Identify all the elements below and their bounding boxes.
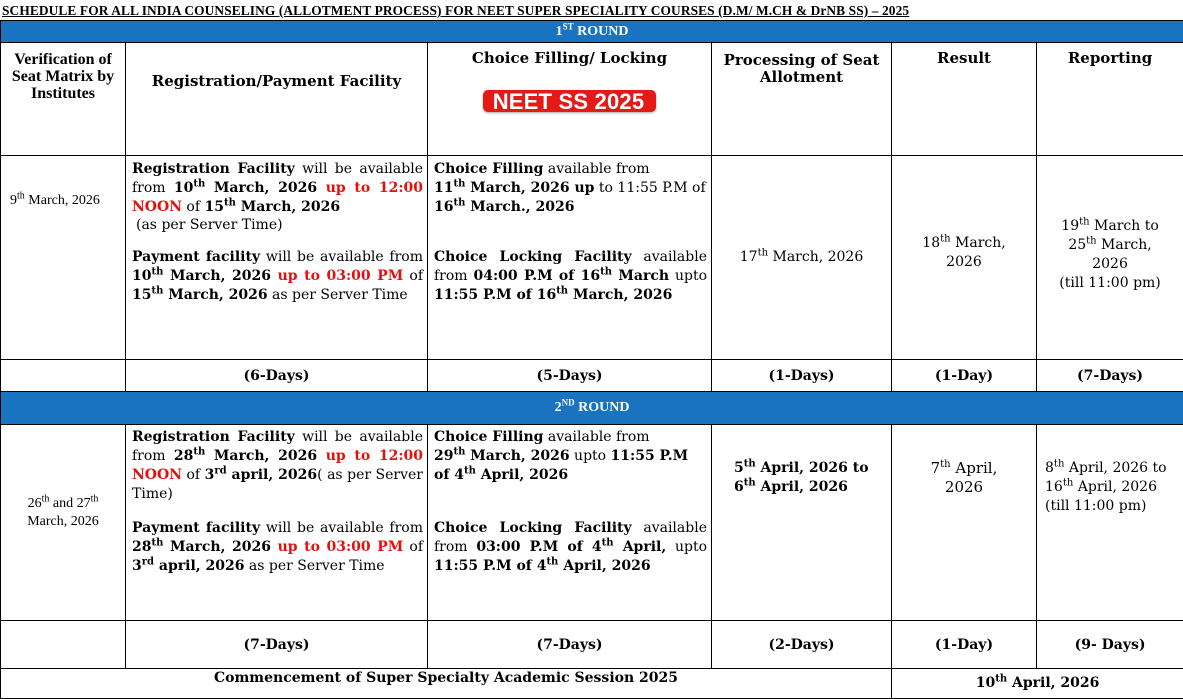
- header-verification-text: Verification of Seat Matrix by Institutes: [1, 43, 125, 102]
- r2-verification-month: March, 2026: [27, 514, 99, 529]
- r1-reg-date1-sup: th: [193, 178, 205, 189]
- r1-reporting-year: 2026: [1092, 256, 1128, 272]
- r2-choice-cell: [428, 425, 712, 621]
- r2-pay-label: Payment facility: [132, 520, 260, 536]
- header-processing-text: Processing of Seat Allotment: [712, 43, 891, 86]
- r1-registration-cell: [126, 156, 428, 360]
- r1-pay-date2-sup: th: [151, 285, 163, 296]
- r2-choice-fill-date2: 11:55 P.M of 4: [434, 448, 688, 483]
- r2-pay-date2-rest: april, 2026: [154, 558, 244, 574]
- r2-reg-date2-sup: rd: [214, 465, 226, 476]
- r1-choice-lock-to-rest: March, 2026: [568, 287, 672, 303]
- r1-days-result: (1-Day): [892, 360, 1037, 392]
- r1-reporting-cell: [1037, 156, 1183, 360]
- r1-reg-server: (as per Server Time): [132, 217, 423, 233]
- r2-processing-sup2: th: [744, 477, 756, 488]
- r1-reg-date2-sup: th: [224, 197, 236, 208]
- r1-choice-lock-to-sup: th: [556, 285, 568, 296]
- r1-reg-date2: 15: [205, 199, 224, 215]
- r1-choice-fill-date2: 16: [434, 199, 453, 215]
- r2-reg-date1-sup: th: [193, 446, 205, 457]
- r2-choice-fill-date1: 29: [434, 448, 453, 464]
- r2-reporting-month: April, 2026: [1073, 479, 1157, 495]
- r2-processing-day1: 5: [734, 460, 744, 476]
- r1-choice-fill-date2-rest: March., 2026: [465, 199, 574, 215]
- r1-reg-text1: will be available from: [132, 161, 423, 196]
- r2-choice-p1: [428, 425, 711, 485]
- r1-choice-fill-text: available from: [543, 161, 649, 177]
- r2-choice-lock-to-rest: April, 2026: [558, 558, 650, 574]
- r2-registration-cell: [126, 425, 428, 621]
- r2-choice-lock-to-sup: th: [546, 556, 558, 567]
- r2-choice-lock-from-rest: April,: [614, 539, 667, 555]
- r1-days-empty: [1, 360, 126, 392]
- r1-choice-fill-date1-rest: March, 2026 up: [465, 180, 594, 196]
- r1-choice-lock-upto: upto: [669, 268, 707, 284]
- r2-verification-sup1: th: [42, 493, 50, 504]
- r2-pay-date1-sup: th: [151, 537, 163, 548]
- r2-reporting-till: (till 11:00 pm): [1045, 498, 1146, 514]
- r1-pay-date1-rest: March, 2026: [163, 268, 271, 284]
- r1-pay-label: Payment facility: [132, 249, 260, 265]
- r1-reporting-month: March,: [1097, 237, 1152, 253]
- r1-choice-lock-from-sup: th: [600, 266, 612, 277]
- r1-result-day: 18: [922, 235, 940, 251]
- r1-result-rest: March,: [951, 235, 1006, 251]
- r2-reporting-sup1: th: [1054, 458, 1064, 469]
- r1-pay-text1: will be available from: [260, 249, 423, 265]
- r1-verification-cell: [1, 156, 126, 360]
- r1-choice-p2: [428, 217, 711, 305]
- r1-pay-date2: 15: [132, 287, 151, 303]
- r1-days-processing: (1-Days): [712, 360, 892, 392]
- neet-ss-badge: NEET SS 2025: [483, 90, 657, 112]
- r2-choice-fill-upto: upto: [570, 448, 611, 464]
- header-reporting-text: Reporting: [1037, 43, 1183, 67]
- commencement-label: Commencement of Super Specialty Academic Session 2025: [1, 669, 892, 699]
- r1-days-reporting: (7-Days): [1037, 360, 1183, 392]
- r2-verification-sup2: th: [91, 493, 99, 504]
- r2-verification-cell: [1, 425, 126, 621]
- r1-verification-rest: March, 2026: [25, 193, 100, 208]
- round-1-sup: ST: [563, 21, 574, 31]
- schedule-table: [0, 20, 1183, 699]
- r2-pay-date1: 28: [132, 539, 151, 555]
- r1-verification-sup: th: [17, 190, 25, 201]
- r2-registration-p2: [126, 504, 427, 576]
- r1-processing-day: 17: [740, 249, 758, 265]
- r1-reg-date1-rest: March, 2026: [205, 180, 317, 196]
- round-1-word: ROUND: [577, 24, 628, 39]
- commencement-sup: th: [995, 673, 1007, 684]
- r2-reg-red: up to 12:00 NOON: [132, 448, 423, 483]
- r1-choice-fill-label: Choice Filling: [434, 161, 543, 177]
- r2-days-reporting: (9- Days): [1037, 621, 1183, 669]
- r1-pay-server: as per Server Time: [268, 287, 408, 303]
- r2-days-result: (1-Day): [892, 621, 1037, 669]
- r1-pay-of: of: [403, 268, 423, 284]
- r1-reg-of: of: [182, 199, 205, 215]
- r2-reg-date1: 28: [174, 448, 193, 464]
- page-title: SCHEDULE FOR ALL INDIA COUNSELING (ALLOTMENT PROCESS) FOR NEET SUPER SPECIALITY COURSES (D.M/ M.CH & DrNB SS) – 2025: [0, 3, 1183, 20]
- r1-verification-date: 9: [10, 193, 17, 208]
- r2-pay-date2-sup: rd: [142, 556, 154, 567]
- r1-days-registration: (6-Days): [126, 360, 428, 392]
- r2-choice-lock-label: Choice Locking Facility: [434, 520, 632, 536]
- r1-reporting-day1: 19: [1061, 218, 1079, 234]
- r1-choice-fill-date1: 11: [434, 180, 453, 196]
- r2-days-choice: (7-Days): [428, 621, 712, 669]
- r1-reporting-till: (till 11:00 pm): [1059, 275, 1160, 291]
- r2-days-processing: (2-Days): [712, 621, 892, 669]
- r2-reporting-day2: 16: [1045, 479, 1063, 495]
- r1-choice-lock-to: 11:55 P.M of 16: [434, 287, 556, 303]
- r2-pay-red: up to 03:00 PM: [271, 539, 403, 555]
- r2-processing-to: April, 2026 to: [756, 460, 869, 476]
- round-1-num: 1: [556, 24, 563, 39]
- r2-choice-fill-date1-sup: th: [453, 446, 465, 457]
- r2-pay-text1: will be available from: [260, 520, 423, 536]
- r2-result-year: 2026: [945, 478, 983, 496]
- commencement-day: 10: [976, 675, 995, 691]
- r2-result-sup: th: [940, 459, 950, 470]
- r1-pay-date2-rest: March, 2026: [163, 287, 267, 303]
- r1-choice-lock-label: Choice Locking Facility: [434, 249, 632, 265]
- r2-reporting-sup2: th: [1063, 477, 1073, 488]
- r1-result-cell: [892, 156, 1037, 360]
- r1-processing-rest: March, 2026: [768, 249, 863, 265]
- r1-days-choice: (5-Days): [428, 360, 712, 392]
- r2-result-day: 7: [931, 459, 941, 477]
- r2-reg-label: Registration Facility: [132, 429, 295, 445]
- r2-reg-server: ( as per Server Time): [132, 467, 423, 502]
- r2-verification-day1: 26: [28, 496, 42, 511]
- r1-reg-label: Registration Facility: [132, 161, 295, 177]
- r1-choice-fill-to: to 11:55 P.M of: [594, 180, 705, 196]
- r2-choice-fill-text: available from: [543, 429, 649, 445]
- r2-processing-rest: April, 2026: [756, 479, 848, 495]
- r1-pay-red: up to 03:00 PM: [271, 268, 403, 284]
- r2-reporting-cell: [1037, 425, 1183, 621]
- r2-reg-text1: will be available from: [132, 429, 423, 464]
- header-choice: [428, 43, 712, 156]
- commencement-rest: April, 2026: [1007, 675, 1099, 691]
- r2-choice-lock-upto: upto: [666, 539, 707, 555]
- r1-choice-lock-text: available from: [434, 249, 707, 284]
- r1-choice-lock-from: 04:00 P.M of 16: [474, 268, 601, 284]
- r1-pay-date1: 10: [132, 268, 151, 284]
- r1-choice-cell: [428, 156, 712, 360]
- r2-reg-date2-rest: april, 2026: [227, 467, 318, 483]
- r2-choice-fill-date1-rest: March, 2026: [465, 448, 569, 464]
- r1-choice-lock-from-rest: March: [612, 268, 669, 284]
- header-result-text: Result: [892, 43, 1036, 67]
- r2-days-registration: (7-Days): [126, 621, 428, 669]
- r1-reg-date2-rest: March, 2026: [236, 199, 340, 215]
- commencement-date-cell: [892, 669, 1183, 699]
- r1-reg-red: up to 12:00 NOON: [132, 180, 423, 215]
- header-choice-text: Choice Filling/ Locking: [428, 43, 711, 67]
- r2-processing-sup1: th: [744, 458, 756, 469]
- r2-choice-fill-date2-rest: April, 2026: [476, 467, 568, 483]
- r1-registration-p2: [126, 233, 427, 305]
- r2-reg-date2: 3: [205, 467, 215, 483]
- r2-processing-cell: [712, 425, 892, 621]
- r2-days-empty: [1, 621, 126, 669]
- r2-choice-p2: [428, 485, 711, 576]
- r2-pay-date1-rest: March, 2026: [163, 539, 271, 555]
- r1-choice-fill-date1-sup: th: [453, 178, 465, 189]
- header-reporting: [1037, 43, 1183, 156]
- r1-reporting-to: March to: [1090, 218, 1159, 234]
- r2-pay-server: as per Server Time: [244, 558, 384, 574]
- header-processing: [712, 43, 892, 156]
- r2-reporting-to: April, 2026 to: [1064, 460, 1166, 476]
- round-1-banner: [1, 21, 1183, 43]
- r2-reporting-day1: 8: [1045, 460, 1054, 476]
- r1-reg-date1: 10: [174, 180, 193, 196]
- r2-registration-p1: [126, 425, 427, 504]
- r2-reg-of: of: [182, 467, 205, 483]
- r1-pay-date1-sup: th: [151, 266, 163, 277]
- r2-pay-of: of: [403, 539, 423, 555]
- r2-pay-date2: 3: [132, 558, 142, 574]
- r2-choice-fill-date2-sup: th: [464, 465, 476, 476]
- header-registration-text: Registration/Payment Facility: [126, 43, 427, 90]
- r2-result-rest: April,: [951, 459, 998, 477]
- r2-reg-date1-rest: March, 2026: [205, 448, 317, 464]
- r2-result-cell: [892, 425, 1037, 621]
- round-2-num: 2: [555, 400, 562, 415]
- r1-result-sup: th: [940, 233, 950, 244]
- header-verification: [1, 43, 126, 156]
- r2-choice-lock-to: 11:55 P.M of 4: [434, 558, 546, 574]
- r2-choice-lock-from-sup: th: [602, 537, 614, 548]
- r2-choice-fill-label: Choice Filling: [434, 429, 543, 445]
- header-registration: [126, 43, 428, 156]
- r1-processing-sup: th: [758, 247, 768, 258]
- r1-registration-p1: [126, 156, 427, 233]
- round-2-banner: [1, 392, 1183, 425]
- r2-processing-day2: 6: [734, 479, 744, 495]
- r2-choice-lock-text: available from: [434, 520, 707, 555]
- r1-choice-p1: [428, 156, 711, 217]
- r2-verification-and: and 27: [49, 496, 90, 511]
- r1-result-year: 2026: [946, 254, 982, 270]
- r2-choice-lock-from: 03:00 P.M of 4: [476, 539, 601, 555]
- round-2-word: ROUND: [578, 400, 629, 415]
- r1-reporting-sup2: th: [1086, 235, 1096, 246]
- r1-reporting-day2: 25: [1068, 237, 1086, 253]
- header-result: [892, 43, 1037, 156]
- r1-choice-fill-date2-sup: th: [453, 197, 465, 208]
- r1-processing-cell: [712, 156, 892, 360]
- r1-reporting-sup1: th: [1079, 216, 1089, 227]
- round-2-sup: ND: [562, 397, 575, 407]
